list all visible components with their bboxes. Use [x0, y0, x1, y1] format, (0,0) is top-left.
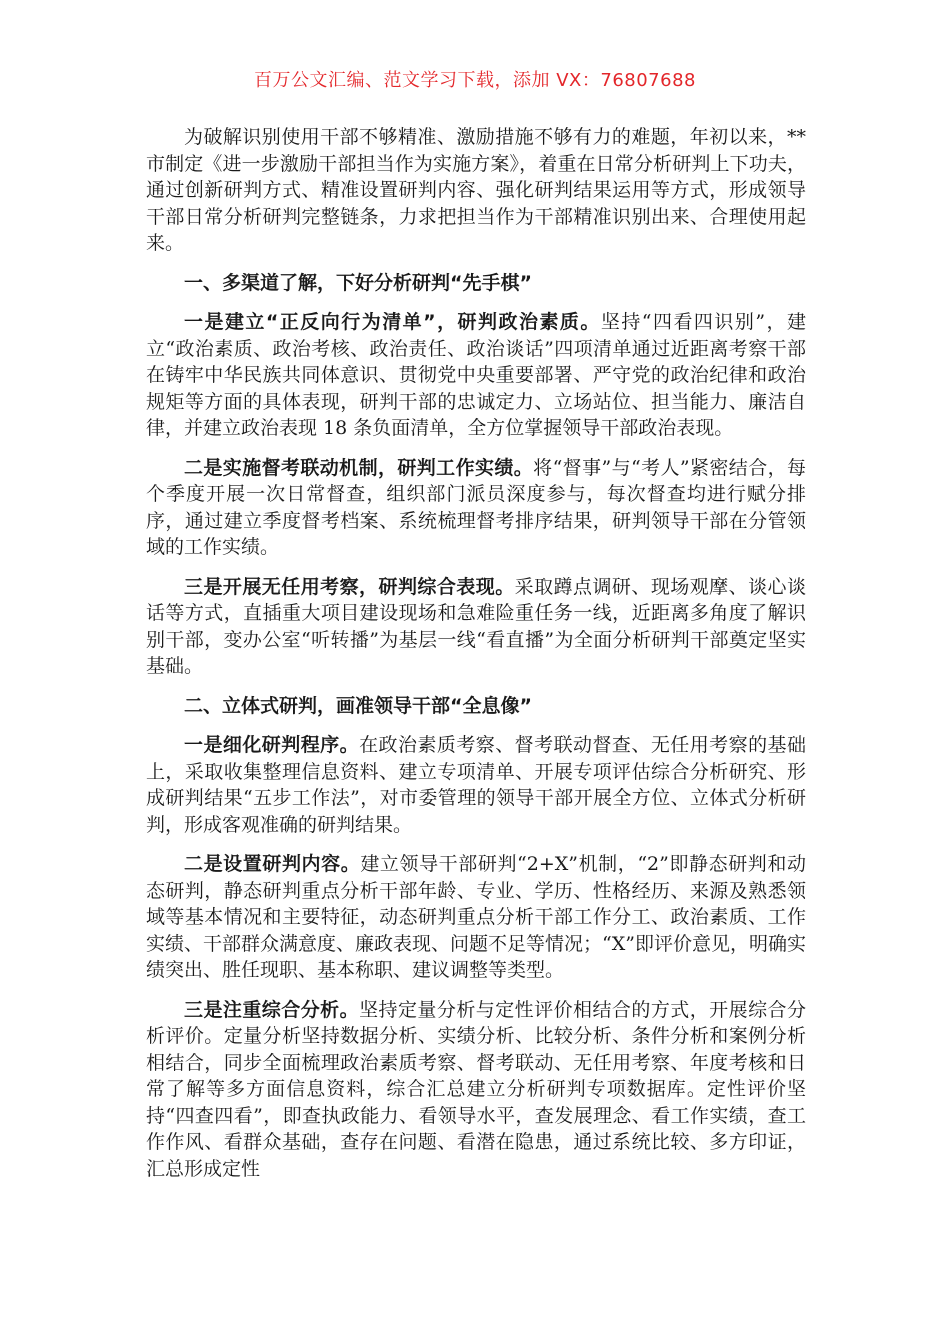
- paragraph: [146, 574, 806, 680]
- paragraph-lead: 三是开展无任用考察，研判综合表现。: [184, 575, 515, 598]
- paragraph-body: 采取蹲点调研、现场观摩、谈心谈话等方式，直插重大项目建设现场和急难险重任务一线，近距离多角度了解识别干部，变办公室“听转播”为基层一线“看直播”为全面分析研判干部奠定坚实基础。: [146, 575, 806, 677]
- paragraph-body: 坚持“四看四识别”，建立“政治素质、政治考核、政治责任、政治谈话”四项清单通过近距离考察干部在铸牢中华民族共同体意识、贯彻党中央重要部署、严守党的政治纪律和政治规矩等方面的具体表现，研判干部的忠诚定力、立场站位、担当能力、廉洁自律，并建立政治表现 18 条负面清单，全方位掌握领导干部政治表现。: [146, 311, 806, 439]
- paragraph-lead: 一是建立“正反向行为清单”，研判政治素质。: [184, 311, 601, 333]
- download-banner: 百万公文汇编、范文学习下载，添加 VX：76807688: [254, 70, 696, 91]
- paragraph-body: 将“督事”与“考人”紧密结合，每个季度开展一次日常督查，组织部门派员深度参与，每次督查均进行赋分排序，通过建立季度督考档案、系统梳理督考排序结果，研判领导干部在分管领域的工作实绩。: [146, 456, 806, 558]
- paragraph-body: 在政治素质考察、督考联动督查、无任用考察的基础上，采取收集整理信息资料、建立专项清单、开展专项评估综合分析研究、形成研判结果“五步工作法”，对市委管理的领导干部开展全方位、立体式分析研判，形成客观准确的研判结果。: [146, 734, 806, 836]
- paragraph-body: 建立领导干部研判“2+X”机制，“2”即静态研判和动态研判，静态研判重点分析干部年龄、专业、学历、性格经历、来源及熟悉领域等基本情况和主要特征，动态研判重点分析干部工作分工、政治素质、工作实绩、干部群众满意度、廉政表现、问题不足等情况；“X”即评价意见，明确实绩突出、胜任现职、基本称职、建议调整等类型。: [146, 853, 806, 981]
- section-1-heading: 一、多渠道了解，下好分析研判“先手棋”: [184, 271, 532, 294]
- section-2-heading: 二、立体式研判，画准领导干部“全息像”: [184, 694, 532, 717]
- paragraph: [146, 732, 806, 838]
- paragraph-lead: 二是设置研判内容。: [184, 853, 361, 875]
- paragraph: [146, 455, 806, 561]
- paragraph-lead: 三是注重综合分析。: [184, 998, 360, 1021]
- paragraph-lead: 二是实施督考联动机制，研判工作实绩。: [184, 456, 534, 479]
- paragraph: [146, 309, 806, 442]
- document-body: [146, 124, 806, 1195]
- paragraph-lead: 一是细化研判程序。: [184, 734, 360, 756]
- intro-paragraph: 为破解识别使用干部不够精准、激励措施不够有力的难题，年初以来，**市制定《进一步激励干部担当作为实施方案》，着重在日常分析研判上下功夫，通过创新研判方式、精准设置研判内容、强化研判结果运用等方式，形成领导干部日常分析研判完整链条，力求把担当作为干部精准识别出来、合理使用起来。: [146, 126, 806, 254]
- paragraph-body: 坚持定量分析与定性评价相结合的方式，开展综合分析评价。定量分析坚持数据分析、实绩分析、比较分析、条件分析和案例分析相结合，同步全面梳理政治素质考察、督考联动、无任用考察、年度考核和日常了解等多方面信息资料，综合汇总建立分析研判专项数据库。定性评价坚持“四查四看”，即查执政能力、看领导水平，查发展理念、看工作实绩，查工作作风、看群众基础，查存在问题、看潜在隐患，通过系统比较、多方印证，汇总形成定性: [146, 998, 806, 1180]
- paragraph: [146, 997, 806, 1183]
- paragraph: [146, 851, 806, 984]
